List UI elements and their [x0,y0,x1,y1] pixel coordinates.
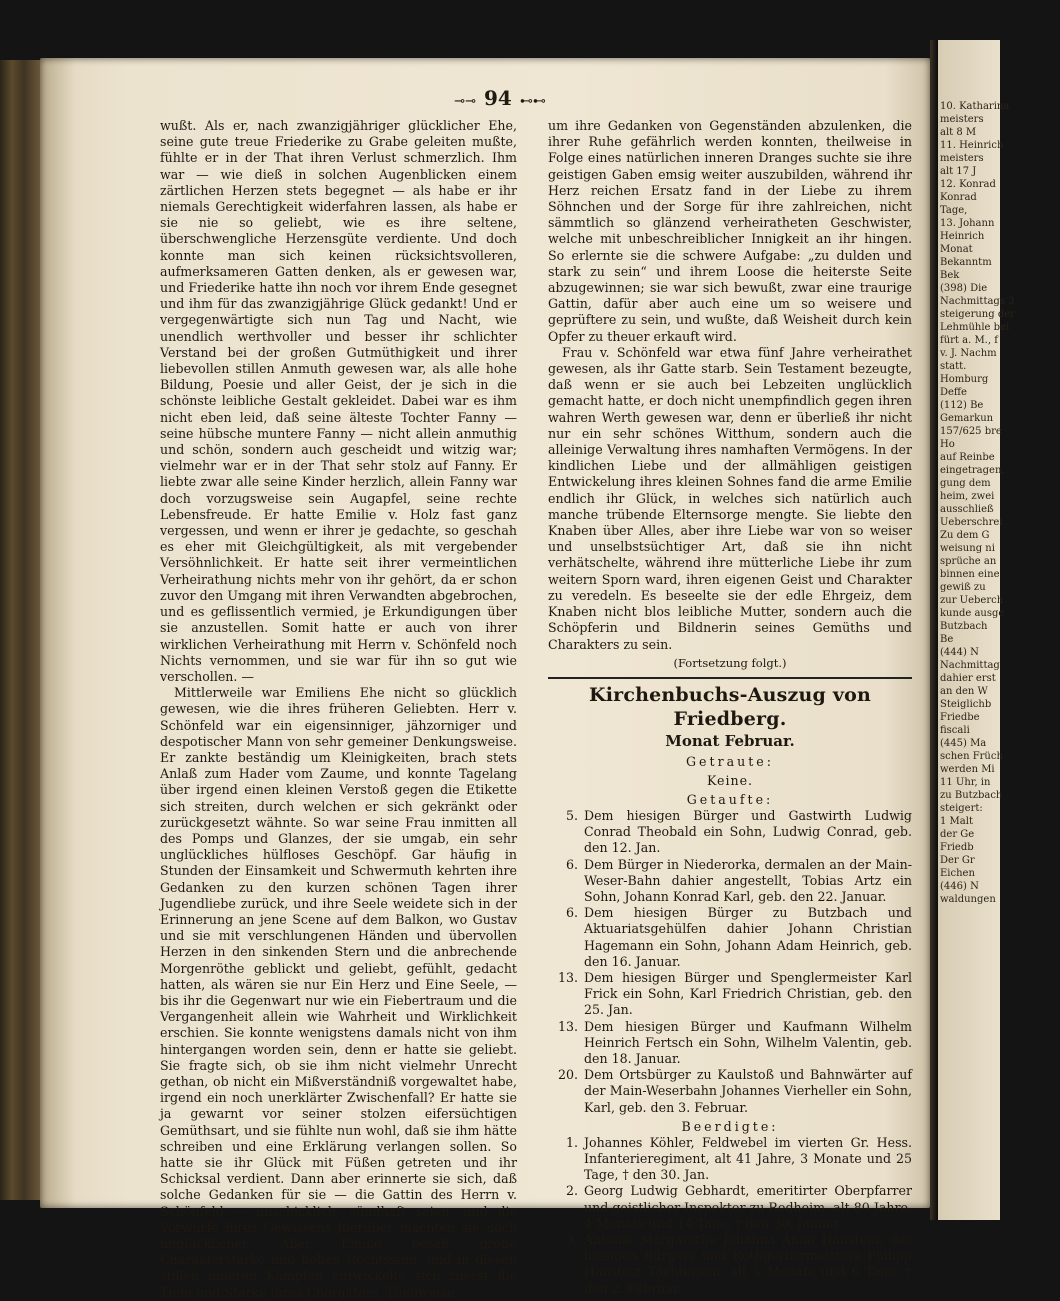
book-spine [0,60,40,1200]
facing-page-text [940,100,1060,906]
register-entry [548,1019,912,1068]
section-divider [548,677,912,679]
facing-page-line: Der Gr [940,855,975,866]
facing-page-line: Friedb [940,842,974,853]
entry-day: 5. [565,807,578,823]
register-month: Monat Februar. [665,731,795,750]
page-number-text: 94 [483,86,512,110]
facing-page-line: 13. Johann [940,218,995,229]
paragraph: Mittlerweile war Emiliens Ehe nicht so glücklich gewesen, wie die ihres früheren Geliebten. Herr v. Schönfeld war ein eigensinniger, jähzorniger und despotischer Mann von sehr gemeiner Denkungsweise. Er zankte beständig um Kleinigkeiten, brach stets Anlaß zum Hader vom Zaume, und konnte Tagelang über irgend einen kleinen Verstoß gegen die Etikette sich streiten, durch welchen er sich gekränkt oder zurückgesetzt wähnte. So war seine Frau inmitten all des Pomps und Glanzes, der sie umgab, ein sehr unglückliches hülfloses Geschöpf. Gar häufig in Stunden der Einsamkeit und Schwermuth kehrten ihre Gedanken zu den kurzen schönen Tagen ihrer Jugendliebe zurück, und ihre Seele weidete sich in der Erinnerung an jene Scene auf dem Balkon, wo Gustav und sie mit verschlungenen Händen und übervollen Herzen in den sinkenden Stern und die anbrechende Morgenröthe geblickt und geliebt, gefühlt, gedacht hatten, als wären sie nur Ein Herz und Eine Seele, — bis ihr die Gegenwart nur wie ein Fiebertraum und die Vergangenheit allein wie Wahrheit und Wirklichkeit erschien. Sie konnte wenigstens damals nicht von ihm hintergangen worden sein, denn er hatte sie geliebt. Sie fragte sich, ob sie ihm nicht vielmehr Unrecht gethan, ob nicht ein Mißverständniß vorgewaltet habe, irgend ein noch unerklärter Zwischenfall? Er hatte sie ja gewarnt vor seiner stolzen eifersüchtigen Gemüthsart, und sie fühlte nun wohl, daß sie ihm hätte schreiben und eine Erklärung verlangen sollen. So hatte sie ihr Glück mit Füßen getreten und ihr Schicksal verdient. Dann aber erinnerte sie sich, daß solche Gedanken für sie — die Gattin des Herrn v. Schönfeld — unschicklich, sündhaft seien, und die Vorwürfe ihres Gewissens hierüber machten sie noch unglücklicher. Aber Emilie besaß große Charakterstärke und hohen Rechtssinn; und in diesen stillen inneren Kämpfen entwickelte sich zuerst die Tiefe und Stärke ihres Charakters. Theilweise [160,685,517,1300]
facing-page-line: auf Reinbe [940,452,995,463]
facing-page-line: v. J. Nachm [940,348,997,359]
buried-heading: Beerdigte: [681,1118,779,1134]
facing-page-line: Heinrich [940,231,985,242]
facing-page-line: 10. Katharina [940,101,1010,112]
register-entry [548,970,912,1019]
entry-day: 13. [557,969,578,985]
register-entry [548,808,912,857]
facing-page-line: alt 17 J [940,166,977,177]
paragraph: Frau v. Schönfeld war etwa fünf Jahre verheirathet gewesen, als ihr Gatte starb. Sein Testament bezeugte, daß wenn er sie auch bei Lebzeiten unglücklich gemacht hatte, er doch nicht unempfindlich gegen ihren wahren Werth gewesen war, denn er überließ ihr nicht nur ein sehr schönes Witthum, sondern auch die alleinige Verwaltung ihres namhaften Vermögens. In der kindlichen Liebe und der allmähligen geistigen Entwickelung ihres kleinen Sohnes fand die arme Emilie endlich ihr Glück, in welches sich natürlich auch manche trübende Elternsorge mengte. Sie liebte den Knaben über Alles, aber ihre Liebe war von so weiser und unselbstsüchtiger Art, daß sie ihn nicht verhätschelte, während ihre mütterliche Liebe ihr zum weitern Sporn ward, ihren eigenen Geist und Charakter zu veredeln. Es beseelte sie der edle Ehrgeiz, dem Knaben nicht blos leibliche Mutter, sondern auch die Schöpferin und Bildnerin seines Gemüths und Charakters zu sein. [548,344,912,652]
register-entry [548,905,912,970]
facing-page-line: 11 Uhr, in [940,777,991,788]
register-entry [548,1067,912,1116]
facing-page-line: 11. Heinrich [940,140,1004,151]
married-heading: Getraute: [686,753,774,769]
facing-page-line: weisung ni [940,543,995,554]
facing-page-line: 157/625 bre [940,426,1002,437]
register-entry [548,1183,912,1232]
entry-text: Georg Ludwig Gebhardt, emeritirter Oberpfarrer und geistlicher Inspektor zu Rodheim, alt 80 Jahre, 4 Monate und 14 Tage, † den 30. Januar. [584,1183,912,1231]
facing-page-line: werden Mi [940,764,995,775]
facing-page-line: zu Butzbach [940,790,1003,801]
facing-page-line: Ueberschrei [940,517,1003,528]
facing-page-line: steigert: [940,803,983,814]
facing-page-line: Eichen [940,868,975,879]
facing-page [938,40,1015,1220]
facing-page-line: zur Ueberch [940,595,1004,606]
facing-page-line: (398) Die [940,283,988,294]
entry-day: 6. [565,856,578,872]
facing-page-line: Monat [940,244,973,255]
entry-text: Johannes Köhler, Feldwebel im vierten Gr. Hess. Infanterieregiment, alt 41 Jahre, 3 Monate und 25 Tage, † den 30. Jan. [584,1134,912,1183]
facing-page-line: (112) Be [940,400,984,411]
facing-page-line: eingetragen, [940,465,1005,476]
entry-day: 2. [565,1183,578,1199]
facing-page-line: Konrad [940,192,977,203]
right-column [548,118,912,1297]
entry-text: Dem hiesigen Bürger und Spenglermeister Karl Frick ein Sohn, Karl Friedrich Christian, geb. den 25. Jan. [584,969,912,1018]
entry-text: Dem hiesigen Bürger und Kaufmann Wilhelm Heinrich Fertsch ein Sohn, Wilhelm Valentin, geb. den 18. Januar. [584,1018,912,1066]
entry-text: Dem hiesigen Bürger und Gastwirth Ludwig Conrad Theobald ein Sohn, Ludwig Conrad, geb. den 12. Jan. [584,807,912,856]
facing-page-line: kunde ausge [940,608,1005,619]
entry-day: 6. [565,905,578,921]
facing-page-line: gung dem [940,478,991,489]
facing-page-line: Tage, [940,205,968,216]
paragraph: wußt. Als er, nach zwanzigjähriger glücklicher Ehe, seine gute treue Friederike zu Grabe geleiten mußte, fühlte er in der That ihren Verlust schmerzlich. Ihm war — wie dieß in solchen Augenblicken einem zärtlichen Herzen stets begegnet — als habe er ihr niemals Gerechtigkeit widerfahren lassen, als habe er sie nie so geliebt, wie es ihre seltene, überschwengliche Herzensgüte verdiente. Und doch konnte man sich keinen rücksichtsvolleren, aufmerksameren Gatten denken, als er gewesen war, und Friederike hatte ihn noch vor ihrem Ende gesegnet und ihm für das zwanzigjährige Glück gedankt! Und er vergegenwärtigte sich nun Tag und Nacht, wie unendlich werthvoller und besser ihr schlichter Verstand bei der großen Gutmüthigkeit und ihrer liebevollen stillen Anmuth gewesen war, als alle hohe Bildung, Poesie und aller Geist, der je sich in die schönste leibliche Gestalt gekleidet. Dabei war es ihm nicht eben leid, daß seine älteste Tochter Fanny — seine hübsche muntere Fanny — nicht allein anmuthig und schön, sondern auch gescheidt und witzig war; vielmehr war er in der That sehr stolz auf Fanny. Er liebte zwar alle seine Kinder herzlich, allein Fanny war doch vorzugsweise sein Augapfel, seine rechte Lebensfreude. Er hatte Emilie v. Holz fast ganz vergessen, und wenn er ihrer je gedachte, so geschah es eher mit Gleichgültigkeit, als mit vergebender Versöhnlichkeit. Er hatte seit ihrer vermeintlichen Verheirathung nichts mehr von ihr gehört, da er schon zuvor den Umgang mit ihren Verwandten abgebrochen, und es geflissentlich vermied, je Erkundigungen über sie anzustellen. Somit hatte er auch von ihrer wirklichen Verheirathung mit Herrn v. Schönfeld noch Nichts vernommen, und sie war für ihn so gut wie verschollen. — [160,118,517,684]
facing-page-line: Lehmühle bei [940,322,1010,333]
facing-page-line: der Ge [940,829,975,840]
buried-list [548,1135,912,1297]
register-entry [548,1232,912,1297]
entry-day: 13. [557,1018,578,1034]
married-none: Keine. [706,772,754,788]
facing-page-line: Nachmittags 3 [940,296,1015,307]
facing-page-line: fiscali [940,725,970,736]
facing-page-line: heim, zwei [940,491,995,502]
facing-page-line: an den W [940,686,988,697]
facing-page-line: alt 8 M [940,127,977,138]
page-gutter [930,40,938,1220]
page-number [0,86,1000,110]
facing-page-line: waldungen [940,894,996,905]
facing-page-line: (444) N [940,647,979,658]
facing-page-line: gewiß zu [940,582,986,593]
facing-page-line: dahier erst [940,673,996,684]
facing-page-line: Homburg [940,374,989,385]
ornament-right-icon: ⊷⊷ [519,94,546,109]
entry-day: 20. [557,1067,578,1083]
facing-page-line: Ho [940,439,955,450]
facing-page-line: Bek [940,270,960,281]
register-entry [548,1135,912,1184]
facing-page-line: Steiglichb [940,699,992,710]
facing-page-line: meisters [940,114,984,125]
facing-page-line: statt. [940,361,967,372]
paragraph: um ihre Gedanken von Gegenständen abzulenken, die ihrer Ruhe gefährlich werden konnten, theilweise in Folge eines natürlichen inneren Dranges suchte sie ihre geistigen Gaben emsig weiter auszubilden, während ihr Herz reichen Ersatz fand in der Liebe zu ihrem Söhnchen und der Sorge für ihre zahlreichen, nicht sämmtlich so glänzend verheiratheten Geschwister, welche mit unbeschreiblicher Innigkeit an ihr hingen. So erlernte sie die schwere Aufgabe: „zu dulden und stark zu sein“ und ihrem Loose die heiterste Seite abzugewinnen; sie war sich bewußt, zwar eine traurige Gattin, dafür aber auch eine um so weisere und geprüftere zu sein, und wußte, daß Weisheit durch kein Opfer zu theuer erkauft wird. [548,118,912,344]
entry-text: Dem Ortsbürger zu Kaulstoß und Bahnwärter auf der Main-Weserbahn Johannes Vierheller ein Sohn, Karl, geb. den 3. Februar. [584,1067,912,1115]
continuation-note: (Fortsetzung folgt.) [673,655,787,670]
left-column [160,118,517,1301]
baptized-heading: Getaufte: [686,791,774,807]
entry-day: 1. [565,1134,578,1150]
facing-page-line: Zu dem G [940,530,990,541]
entry-text: Antonie Margarethe Johanna Anna Hanstein, des hiesigen Bürgers und Rothgerbermeisters Philipp Hanstein Töchterlein, alt 5 Monate und 6 Tage, † den 2. Februar. [584,1231,912,1296]
baptized-list [548,808,912,1116]
entry-text: Dem hiesigen Bürger zu Butzbach und Aktuariatsgehülfen dahier Johann Christian Hagemann ein Sohn, Johann Adam Heinrich, geb. den 16. Januar. [584,905,912,969]
facing-page-line: binnen eine [940,569,1000,580]
facing-page-line: steigerung der [940,309,1015,320]
facing-page-line: 12. Konrad [940,179,996,190]
facing-page-line: sprüche an [940,556,997,567]
facing-page-line: Bekanntm [940,257,992,268]
facing-page-line: (446) N [940,881,979,892]
entry-day: 3. [565,1231,578,1247]
facing-page-line: fürt a. M., f [940,335,998,346]
facing-page-line: (445) Ma [940,738,987,749]
entry-text: Dem Bürger in Niederorka, dermalen an der Main-Weser-Bahn dahier angestellt, Tobias Artz ein Sohn, Johann Konrad Karl, geb. den 22. Januar. [584,856,912,904]
facing-page-line: Nachmittag [940,660,1000,671]
facing-page-line: ausschließ [940,504,994,515]
facing-page-line: Friedbe [940,712,980,723]
facing-page-line: schen Früch [940,751,1003,762]
register-entry [548,857,912,906]
ornament-left-icon: ⊸⊸ [454,94,476,109]
facing-page-line: Be [940,634,954,645]
facing-page-line: Deffe [940,387,967,398]
facing-page-line: 1 Malt [940,816,973,827]
facing-page-line: meisters [940,153,984,164]
facing-page-line: Butzbach [940,621,988,632]
register-title: Kirchenbuchs-Auszug von Friedberg. [589,683,871,730]
facing-page-line: Gemarkun [940,413,994,424]
